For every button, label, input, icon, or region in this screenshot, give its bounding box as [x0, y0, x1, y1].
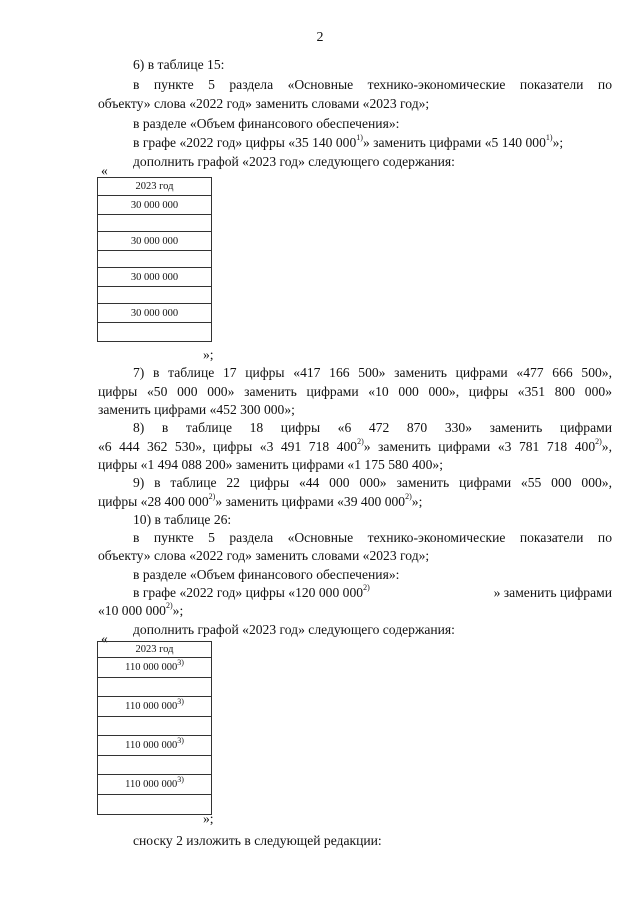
item-10-heading: 10) в таблице 26: — [133, 512, 232, 527]
footnote-mark: 2) — [165, 601, 173, 611]
text-run: »; — [552, 135, 564, 150]
footnote-mark: 2) — [357, 437, 364, 447]
table-header-cell: 2023 год — [98, 178, 212, 196]
text-run: » заменить цифрами — [493, 585, 612, 600]
item-6-paragraph-line: в пункте 5 раздела «Основные технико-экономические показатели по — [133, 77, 612, 92]
footnote-instruction-line: сноску 2 изложить в следующей редакции: — [133, 833, 382, 848]
text-run: «10 000 000 — [98, 603, 166, 618]
footnote-mark: 2) — [405, 492, 412, 502]
item-8-paragraph-line: 8) в таблице 18 цифры «6 472 870 330» заменить цифрами — [133, 420, 612, 435]
table-cell — [98, 795, 212, 815]
item-10-paragraph-line: объекту» слова «2022 год» заменить словами «2023 год»; — [98, 548, 430, 563]
text-run: »; — [411, 494, 423, 509]
item-8-paragraph-line: цифры «1 494 088 200» заменить цифрами «1 175 580 400»; — [98, 457, 443, 472]
text-run: »; — [172, 603, 184, 618]
table-cell — [98, 717, 212, 736]
item-10-paragraph-line: в разделе «Объем финансового обеспечения»: — [133, 567, 400, 582]
table-cell — [98, 215, 212, 232]
text-run: » заменить цифрами «5 140 000 — [362, 135, 546, 150]
item-6-heading: 6) в таблице 15: — [133, 57, 225, 72]
footnote-mark: 1) — [545, 133, 553, 143]
opening-quote: « — [101, 631, 108, 646]
page-number: 2 — [316, 30, 324, 45]
table-2023-year — [97, 177, 212, 342]
table-cell: 110 000 000$^{3)}$ — [98, 775, 212, 795]
text-run: в графе «2022 год» цифры «35 140 000 — [133, 135, 357, 150]
item-6-paragraph-line: объекту» слова «2022 год» заменить словами «2023 год»; — [98, 96, 430, 111]
item-10-paragraph-line — [133, 584, 612, 602]
item-6-paragraph-line — [133, 134, 563, 152]
item-10-paragraph-line: дополнить графой «2023 год» следующего содержания: — [133, 622, 455, 637]
footnote-mark: 1) — [356, 133, 363, 143]
closing-quote: »; — [203, 347, 214, 362]
footnote-mark: 3) — [177, 774, 184, 784]
table-cell: 110 000 000$^{3)}$ — [98, 658, 212, 678]
table-cell: 30 000 000 — [98, 268, 212, 287]
item-9-paragraph-line — [98, 493, 612, 511]
table-cell — [98, 678, 212, 697]
table-cell: 110 000 000$^{3)}$ — [98, 697, 212, 717]
text-run: цифры «28 400 000 — [98, 494, 209, 509]
item-10-paragraph-line: в пункте 5 раздела «Основные технико-экономические показатели по — [133, 530, 612, 545]
text-run: » заменить цифрами «39 400 000 — [215, 494, 406, 509]
item-9-paragraph-line: 9) в таблице 22 цифры «44 000 000» заменить цифрами «55 000 000», — [133, 475, 612, 490]
item-7-paragraph-line: 7) в таблице 17 цифры «417 166 500» заменить цифрами «477 666 500», — [133, 365, 612, 380]
opening-quote: « — [101, 163, 108, 178]
item-10-paragraph-line — [98, 602, 612, 620]
item-8-paragraph-line — [98, 438, 612, 456]
footnote-mark: 2) — [595, 437, 602, 447]
table-cell — [98, 756, 212, 775]
footnote-mark: 2) — [208, 492, 216, 502]
table-cell: 30 000 000 — [98, 304, 212, 323]
item-6-paragraph-line: дополнить графой «2023 год» следующего содержания: — [133, 154, 455, 169]
table-header-cell: 2023 год — [98, 642, 212, 658]
footnote-mark: 3) — [177, 657, 184, 667]
table-cell: 30 000 000 — [98, 196, 212, 215]
item-7-paragraph-line: цифры «50 000 000» заменить цифрами «10 000 000», цифры «351 800 000» — [98, 384, 612, 399]
table-cell: 30 000 000 — [98, 232, 212, 251]
table-cell: 110 000 000$^{3)}$ — [98, 736, 212, 756]
table-cell — [98, 323, 212, 342]
footnote-mark: 3) — [177, 735, 184, 745]
footnote-mark: 3) — [177, 696, 184, 706]
table-cell — [98, 251, 212, 268]
text-run: в графе «2022 год» цифры «120 000 000$^{2)}$ — [133, 583, 370, 600]
text-run: » заменить цифрами «3 781 718 400 — [363, 439, 596, 454]
table-cell — [98, 287, 212, 304]
table-2023-year — [97, 641, 212, 815]
text-run: », — [601, 439, 612, 454]
item-6-paragraph-line: в разделе «Объем финансового обеспечения»: — [133, 116, 400, 131]
text-run: «6 444 362 530», цифры «3 491 718 400 — [98, 439, 358, 454]
closing-quote: »; — [203, 811, 214, 826]
footnote-mark: 2) — [363, 583, 370, 593]
item-7-paragraph-line: заменить цифрами «452 300 000»; — [98, 402, 295, 417]
